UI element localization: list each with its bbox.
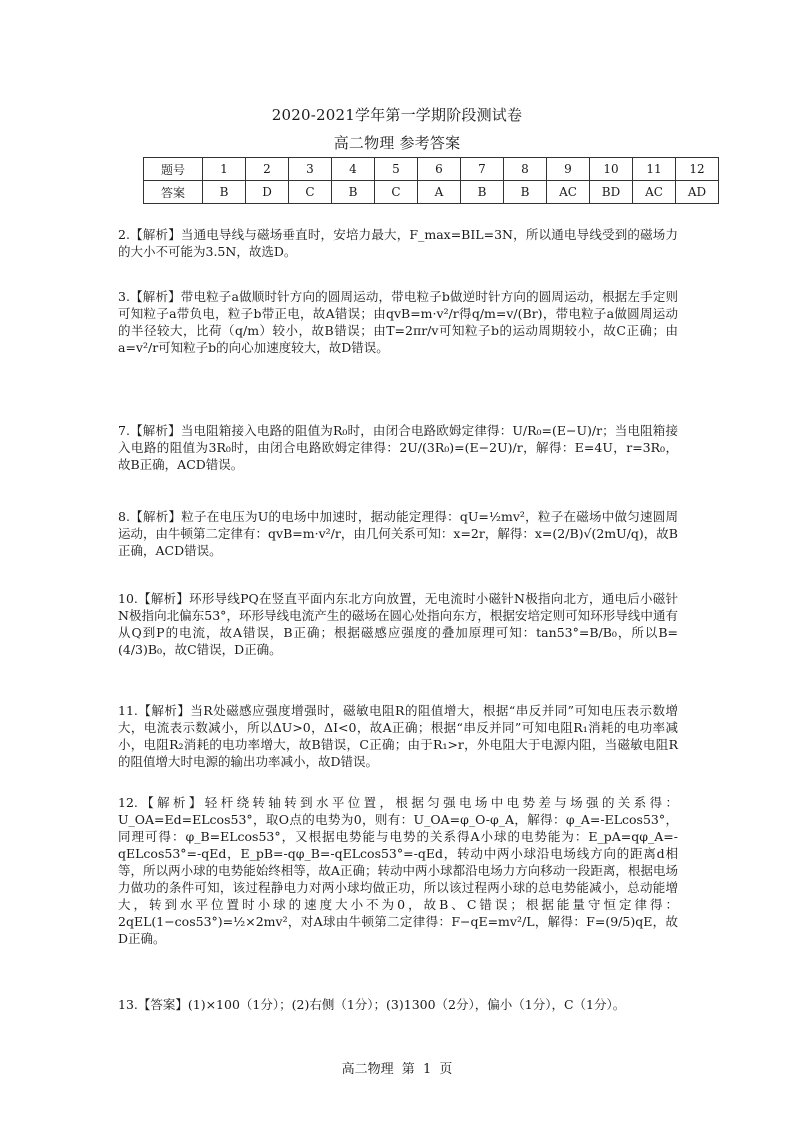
answer-cell: C <box>375 181 418 204</box>
footer-page-number: 1 <box>422 1062 432 1077</box>
page-subtitle: 高二物理 参考答案 <box>333 134 461 152</box>
answer-cell: B <box>504 181 547 204</box>
explanation-q10: 10.【解析】环形导线PQ在竖直平面内东北方向放置，无电流时小磁针N极指向北方，通电后小磁针N极指向北偏东53°，环形导线电流产生的磁场在圆心处指向东方，根据安培定则可知环形导线中通有从Q到P的电流，故A错误，B正确；根据磁感应强度的叠加原理可知：tan53°=B/B₀，所以B=(4/3)B₀，故C错误，D正确。 <box>118 591 678 657</box>
answer-cell: D <box>246 181 289 204</box>
page-footer <box>0 1058 794 1077</box>
answer-cell: AC <box>547 181 590 204</box>
footer-subject: 高二物理 <box>341 1062 394 1077</box>
question-number: 4 <box>332 158 375 181</box>
question-number: 5 <box>375 158 418 181</box>
table-row-numbers <box>144 158 719 181</box>
answer-cell: C <box>289 181 332 204</box>
explanation-q2: 2.【解析】当通电导线与磁场垂直时，安培力最大，F_max=BIL=3N，所以通电导线受到的磁场力的大小不可能为3.5N，故选D。 <box>118 227 678 259</box>
footer-page-prefix: 第 <box>401 1062 415 1077</box>
explanation-q3: 3.【解析】带电粒子a做顺时针方向的圆周运动，带电粒子b做逆时针方向的圆周运动，根据左手定则可知粒子a带负电，粒子b带正电，故A错误；由qvB=m·v²/r得q/m=v/(Br)，带电粒子a做圆周运动的半径较大，比荷（q/m）较小，故B错误；由T=2πr/v可知粒子b的运动周期较小，故C正确；由a=v²/r可知粒子b的向心加速度较大，故D错误。 <box>118 289 678 355</box>
answer-cell: A <box>418 181 461 204</box>
explanation-q13: 13.【答案】(1)×100（1分）；(2)右侧（1分）；(3)1300（2分），偏小（1分），C（1分）。 <box>118 997 626 1012</box>
explanation-q11: 11.【解析】当R处磁感应强度增强时，磁敏电阻R的阻值增大，根据“串反并同”可知电压表示数增大，电流表示数减小，所以ΔU>0，ΔI<0，故A正确；根据“串反并同”可知电阻R₁消耗的电功率减小，电阻R₂消耗的电功率增大，故B错误，C正确；由于R₁>r，外电阻大于电源内阻，当磁敏电阻R的阻值增大时电源的输出功率减小，故D错误。 <box>118 703 678 769</box>
question-number: 7 <box>461 158 504 181</box>
answer-cell: AD <box>676 181 719 204</box>
answer-cell: B <box>332 181 375 204</box>
question-number: 9 <box>547 158 590 181</box>
question-number: 3 <box>289 158 332 181</box>
question-number: 8 <box>504 158 547 181</box>
question-number: 11 <box>633 158 676 181</box>
answer-cell: B <box>203 181 246 204</box>
explanation-q7: 7.【解析】当电阻箱接入电路的阻值为R₀时，由闭合电路欧姆定律得：U/R₀=(E−U)/r；当电阻箱接入电路的阻值为3R₀时，由闭合电路欧姆定律得：2U/(3R₀)=(E−2U)/r，解得：E=4U，r=3R₀，故B正确，ACD错误。 <box>118 423 678 472</box>
question-number: 1 <box>203 158 246 181</box>
explanation-q8: 8.【解析】粒子在电压为U的电场中加速时，据动能定理得：qU=½mv²，粒子在磁场中做匀速圆周运动，由牛顿第二定律有：qvB=m·v²/r，由几何关系可知：x=2r，解得：x=(2/B)√(2mU/q)，故B正确，ACD错误。 <box>118 509 678 558</box>
table-answer-label: 答案 <box>144 181 203 204</box>
question-number: 12 <box>676 158 719 181</box>
explanation-q12: 12.【解析】轻杆绕转轴转到水平位置，根据匀强电场中电势差与场强的关系得：U_OA=Ed=ELcos53°，取O点的电势为0，则有：U_OA=φ_O-φ_A，解得：φ_A=-ELcos53°，同理可得：φ_B=ELcos53°，又根据电势能与电势的关系得A小球的电势能为：E_pA=qφ_A=-qELcos53°=-qEd，E_pB=-qφ_B=-qELcos53°=-qEd，转动中两小球沿电场线方向的距离d相等，所以两小球的电势能始终相等，故A正确；转动中两小球都沿电场力方向移动一段距离，根据电场力做功的条件可知，该过程静电力对两小球均做正功，所以该过程两小球的总电势能减小，总动能增大，转到水平位置时小球的速度大小不为0，故B、C错误；根据能量守恒定律得：2qEL(1−cos53°)=½×2mv²，对A球由牛顿第二定律得：F−qE=mv²/L，解得：F=(9/5)qE，故D正确。 <box>118 795 678 946</box>
footer-page-suffix: 页 <box>439 1062 453 1077</box>
answer-cell: BD <box>590 181 633 204</box>
answer-cell: B <box>461 181 504 204</box>
page-title: 2020-2021学年第一学期阶段测试卷 <box>271 106 523 124</box>
table-row-answers <box>144 181 719 204</box>
question-number: 2 <box>246 158 289 181</box>
answer-cell: AC <box>633 181 676 204</box>
answer-table <box>143 157 719 204</box>
table-header-label: 题号 <box>144 158 203 181</box>
question-number: 6 <box>418 158 461 181</box>
question-number: 10 <box>590 158 633 181</box>
